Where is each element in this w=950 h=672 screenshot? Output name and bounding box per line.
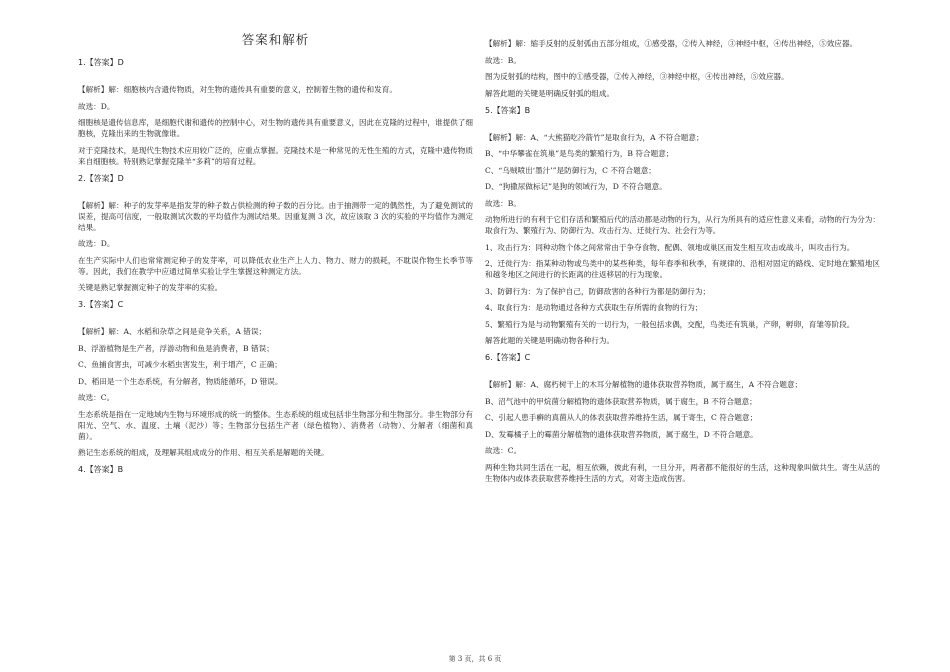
explanation-paragraph: D、稻田是一个生态系统，有分解者，物质能循环，D 错误。: [78, 376, 283, 386]
explanation-paragraph: 故选：D。: [78, 101, 115, 111]
explanation-paragraph: C、鱼捕食害虫，可减少水稻虫害发生，利于增产，C 正确；: [78, 360, 282, 369]
left-column: [78, 0, 473, 491]
right-column-body: [485, 38, 880, 484]
explanation-paragraph: 3、防御行为：为了保护自己，防御敌害的各种行为都是防御行为；: [485, 286, 711, 296]
answer-heading: 1.【答案】D: [78, 58, 124, 67]
page-title: 答案和解析: [241, 32, 310, 47]
answer-heading: 6.【答案】C: [485, 353, 531, 362]
explanation-paragraph: 图为反射弧的结构，图中的①感受器，②传入神经，③神经中枢，④传出神经，⑤效应器。: [485, 72, 789, 81]
explanation-paragraph: 4、取食行为：是动物通过各种方式获取生存所需的食物的行为；: [485, 303, 703, 312]
explanation-paragraph: 故选：B。: [485, 198, 521, 208]
right-column: [485, 38, 880, 489]
explanation-paragraph: 5、繁殖行为是与动物繁殖有关的一切行为，一般包括求偶，交配，鸟类还有筑巢，产卵，孵卵，育雏等阶段。: [485, 319, 855, 329]
explanation-paragraph: D、发霉橘子上的霉菌分解植物的遗体获取营养物质，属于腐生，D 不符合题意。: [485, 429, 758, 439]
explanation-paragraph: 生态系统是指在一定地域内生物与环境形成的统一的整体。生态系统的组成包括非生物部分和生物部分。非生物部分有阳光、空气、水、温度、土壤（泥沙）等；生物部分包括生产者（绿色植物）、消费者（动物）、分解者（细菌和真菌）。: [78, 409, 473, 441]
explanation-paragraph: B、沼气池中的甲烷菌分解植物的遗体获取营养物质，属于腐生，B 不符合题意；: [485, 396, 757, 406]
explanation-paragraph: 解答此题的关键是明确反射弧的组成。: [485, 88, 615, 98]
explanation-paragraph: 关键是熟记掌握测定种子的发芽率的实验。: [78, 283, 223, 292]
answer-heading: 2.【答案】D: [78, 173, 124, 183]
explanation-paragraph: 2、迁徙行为：指某种动物或鸟类中的某些种类，每年春季和秋季，有规律的、沿相对固定的路线、定时地在繁殖地区和越冬地区之间进行的长距离的往返移居的行为现象。: [485, 259, 880, 279]
left-column-body: [78, 57, 473, 475]
explanation-paragraph: 对于克隆技术，是现代生物技术应用较广泛的，应重点掌握。克隆技术是一种常见的无性生殖的方式，克隆中遗传物质来自细胞核。特别熟记掌握克隆羊“多莉”的培育过程。: [78, 145, 473, 166]
explanation-paragraph: 熟记生态系统的组成，及理解其组成成分的作用、相互关系是解题的关键。: [78, 448, 329, 457]
answer-heading: 4.【答案】B: [78, 465, 124, 474]
explanation-paragraph: 【解析】解：A、水稻和杂草之间是竞争关系，A 错误；: [78, 327, 267, 336]
explanation-paragraph: 【解析】解：种子的发芽率是指发芽的种子数占供检测的种子数的百分比。由于抽测带一定的偶然性，为了避免测试的误差，提高可信度，一般取测试次数的平均值作为测试结果。因重复测 3 次，故应该取 3 次的实验的平均值作为测定结果。: [78, 200, 473, 232]
explanation-paragraph: 故选：B。: [485, 55, 521, 65]
explanation-paragraph: 故选：C。: [485, 446, 522, 455]
explanation-paragraph: 1、攻击行为：同种动物个体之间常常由于争夺食物、配偶、领地或巢区而发生相互攻击或战斗，叫攻击行为。: [485, 242, 855, 252]
explanation-paragraph: 【解析】解：细胞核内含遗传物质，对生物的遗传具有重要的意义，控制着生物的遗传和发育。: [78, 85, 397, 94]
explanation-paragraph: C、引起人患手癣的真菌从人的体表获取营养维持生活，属于寄生，C 符合题意；: [485, 413, 758, 422]
explanation-paragraph: 动物所进行的有利于它们存活和繁殖后代的活动都是动物的行为，从行为所具有的适应性意义来看，动物的行为分为：取食行为、繁殖行为、防御行为、攻击行为、迁徙行为、社会行为等。: [485, 215, 880, 235]
explanation-paragraph: C、“乌贼喷出‘墨汁’”是防御行为，C 不符合题意；: [485, 165, 656, 175]
explanation-paragraph: B、浮游植物是生产者，浮游动物和鱼是消费者，B 错误；: [78, 343, 274, 353]
explanation-paragraph: 故选：D。: [78, 239, 115, 248]
explanation-paragraph: 细胞核是遗传信息库，是细胞代谢和遗传的控制中心，对生物的遗传具有重要意义，因此在克隆的过程中，谁提供了细胞核，克隆出来的生物就像谁。: [78, 118, 473, 138]
answer-heading: 3.【答案】C: [78, 300, 124, 309]
explanation-paragraph: 解答此题的关键是明确动物各种行为。: [485, 336, 615, 345]
explanation-paragraph: 【解析】解：A、“大熊猫吃冷箭竹”是取食行为，A 不符合题意；: [485, 132, 704, 142]
explanation-paragraph: 【解析】解：A、腐朽树干上的木耳分解植物的遗体获取营养物质，属于腐生，A 不符合题意；: [485, 380, 803, 389]
explanation-paragraph: 两种生物共同生活在一起，相互依赖，彼此有利，一旦分开，两者都不能很好的生活，这种现象叫做共生。寄生从活的生物体内或体表获取营养维持生活的方式，对寄主造成伤害。: [485, 462, 880, 483]
explanation-paragraph: 故选：C。: [78, 393, 115, 402]
explanation-paragraph: 在生产实际中人们也常常测定种子的发芽率，可以降低农业生产上人力、物力、财力的损耗，不耽误作物生长季节等等。因此，我们在教学中应通过简单实验让学生掌握这种测定方法。: [78, 255, 473, 276]
explanation-paragraph: 【解析】解：缩手反射的反射弧由五部分组成，①感受器，②传入神经，③神经中枢，④传出神经，⑤效应器。: [485, 39, 858, 48]
explanation-paragraph: D、“狗撒尿做标记”是狗的领域行为，D 不符合题意。: [485, 182, 667, 191]
explanation-paragraph: B、“中华攀雀在筑巢”是鸟类的繁殖行为，B 符合题意；: [485, 149, 674, 158]
answer-heading: 5.【答案】B: [485, 105, 531, 115]
page-footer: 第 3 页，共 6 页: [448, 655, 502, 663]
